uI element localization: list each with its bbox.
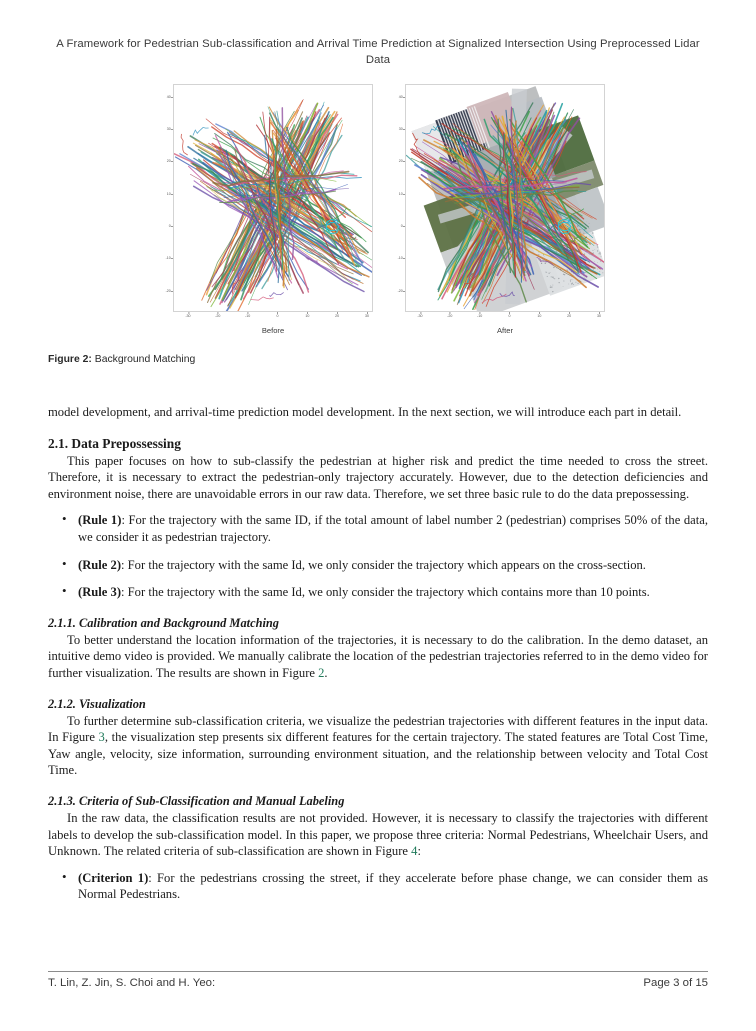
paragraph-2-1-3-text-b: : (417, 844, 421, 859)
x-tick-label: 0 (508, 314, 511, 318)
page-footer (48, 977, 708, 989)
paragraph-2-1: This paper focuses on how to sub-classify the pedestrian at higher risk and predict the time needed to cross the street. Therefore, it is necessary to extract the pedestrian-only trajectory accurately. However, due to the detection deficiencies and environment noise, there are unavoidable errors in our raw data. Therefore, we set three basic rule to do the data prepossessing. (48, 453, 708, 501)
panel-label-before: Before (261, 326, 285, 335)
rule-text: : For the trajectory with the same Id, we only consider the trajectory which contains more than 10 points. (121, 585, 650, 600)
paragraph-2-1-2-text-b: , the visualization step presents six different features for the certain trajectory. The stated features are Total Cost Time, Yaw angle, velocity, size information, surrounding environment situation, and the relationship between velocity and Total Cost Time. (48, 730, 708, 778)
x-tick-label: 20 (335, 314, 340, 318)
section-heading-2-1-1: 2.1.1. Calibration and Background Matching (48, 615, 279, 630)
rule-text: : For the trajectory with the same Id, we only consider the trajectory which appears on the cross-section. (121, 557, 646, 572)
y-tick-label: 10 (166, 191, 171, 196)
figure-caption-label: Figure 2: (48, 354, 92, 365)
x-tick-label: 30 (597, 314, 602, 318)
y-tick-label: 30 (398, 127, 403, 132)
figure-caption-text: Background Matching (94, 354, 196, 365)
list-item (48, 870, 708, 903)
paragraph-2-1-1 (48, 632, 708, 682)
rule-text: : For the trajectory with the same ID, if the total amount of label number 2 (pedestrian) comprises 50% of the data, we consider it as pedestrian trajectory. (78, 513, 708, 544)
figure-panel-before (151, 84, 373, 335)
paragraph-2-1-1-text-b: . (324, 665, 328, 680)
x-tick-label: -20 (447, 314, 453, 318)
y-tick-label: 40 (398, 94, 403, 99)
trajectory-line (422, 126, 441, 134)
rule-label: (Rule 3) (78, 585, 122, 600)
x-tick-label: 20 (567, 314, 572, 318)
y-tick-label: -20 (397, 288, 403, 293)
x-tick-label: 30 (365, 314, 370, 318)
y-tick-label: -10 (397, 256, 403, 261)
rule-label: (Rule 1) (78, 513, 122, 528)
x-axis-before (173, 312, 373, 324)
criterion-label: (Criterion 1) (78, 870, 149, 885)
gravel-speck (604, 272, 605, 273)
trajectory-line (181, 134, 188, 155)
x-tick-label: -30 (417, 314, 423, 318)
y-tick-label: 20 (398, 159, 403, 164)
figure-panel-after (383, 84, 605, 335)
x-tick-label: -20 (215, 314, 221, 318)
footer-divider (48, 971, 708, 972)
plot-area-after (405, 84, 605, 312)
x-tick-label: -30 (185, 314, 191, 318)
rules-list (48, 512, 708, 600)
trajectory-line (482, 294, 507, 303)
list-item (48, 512, 708, 545)
y-axis-after (383, 84, 405, 310)
footer-authors: T. Lin, Z. Jin, S. Choi and H. Yeo: (48, 977, 216, 989)
running-title: A Framework for Pedestrian Sub-classification and Arrival Time Prediction at Signalized Intersection Using Preprocessed Lidar Data (56, 38, 700, 66)
section-heading-2-1-3: 2.1.3. Criteria of Sub-Classification and Manual Labeling (48, 793, 345, 808)
trajectory-line (269, 292, 283, 296)
x-tick-label: 0 (276, 314, 279, 318)
y-tick-label: 0 (400, 224, 403, 229)
figure-reference-link[interactable]: 3 (98, 730, 105, 745)
x-tick-label: -10 (245, 314, 251, 318)
figure-reference-link[interactable]: 4 (411, 844, 418, 859)
plot-area-before (173, 84, 373, 312)
section-heading-2-1: 2.1. Data Prepossessing (48, 435, 181, 451)
figure-caption (48, 354, 708, 365)
trajectory-line (500, 292, 515, 296)
trajectories-before (174, 85, 373, 311)
rule-label: (Rule 2) (78, 557, 122, 572)
list-item (48, 584, 708, 601)
panel-label-after: After (496, 326, 514, 335)
list-item (48, 557, 708, 574)
y-tick-label: 0 (168, 224, 171, 229)
x-axis-after (405, 312, 605, 324)
figure-reference-link[interactable]: 2 (318, 665, 325, 680)
footer-page-number: Page 3 of 15 (643, 977, 708, 989)
y-tick-label: 10 (398, 191, 403, 196)
paragraph-2-1-3 (48, 810, 708, 860)
y-axis-before (151, 84, 173, 310)
figure-2 (48, 84, 708, 335)
criterion-text: : For the pedestrians crossing the street, if they accelerate before phase change, we can consider them as Normal Pedestrians. (78, 870, 708, 902)
y-tick-label: 30 (166, 127, 171, 132)
x-tick-label: -10 (477, 314, 483, 318)
body-content (48, 404, 708, 914)
paragraph-2-1-2 (48, 713, 708, 779)
paragraph-2-1-1-text-a: To better understand the location information of the trajectories, it is necessary to do the calibration. In the demo dataset, an intuitive demo video is provided. We manually calibrate the location of the pedestrian trajectories referred to in the demo video for further visualization. The results are shown in Figure (48, 632, 708, 680)
y-tick-label: 40 (166, 94, 171, 99)
section-heading-2-1-2: 2.1.2. Visualization (48, 696, 146, 711)
trajectories-after (406, 85, 605, 311)
criteria-list (48, 870, 708, 903)
paragraph-2-1-3-text-a: In the raw data, the classification results are not provided. However, it is necessary to classify the trajectories with different labels to develop the sub-classification model. In this paper, we propose three criteria: Normal Pedestrians, Wheelchair Users, and Unknown. The related criteria of sub-classification are shown in Figure (48, 810, 708, 859)
paragraph-2-1-2-text-a: To further determine sub-classification criteria, we visualize the pedestrian trajectories with different features in the input data. In Figure (48, 713, 708, 745)
x-tick-label: 10 (305, 314, 310, 318)
trajectory-line (193, 127, 209, 135)
paragraph-intro: model development, and arrival-time prediction model development. In the next section, we will introduce each part in detail. (48, 405, 682, 419)
y-tick-label: 20 (166, 159, 171, 164)
x-tick-label: 10 (537, 314, 542, 318)
y-tick-label: -10 (165, 256, 171, 261)
trajectory-line (250, 297, 273, 300)
y-tick-label: -20 (165, 288, 171, 293)
